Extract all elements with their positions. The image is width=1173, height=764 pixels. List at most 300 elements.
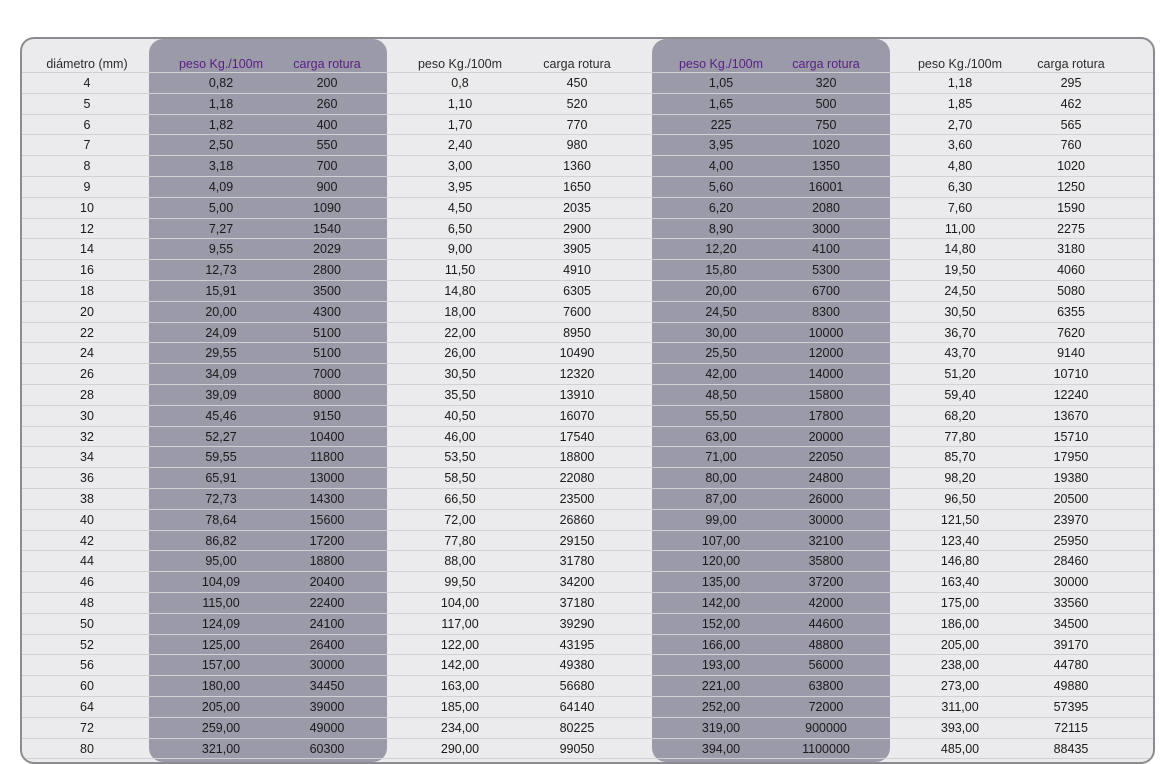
cell-carga: 88435 <box>1053 741 1089 756</box>
cell-peso: 14,80 <box>444 283 476 298</box>
cell-carga: 1590 <box>1057 200 1085 215</box>
cell-carga: 6700 <box>812 283 840 298</box>
cell-carga: 10490 <box>559 346 595 361</box>
cell-diametro: 64 <box>80 699 94 714</box>
cell-peso: 25,50 <box>705 346 737 361</box>
cell-diametro: 8 <box>83 159 91 174</box>
cell-peso: 26,00 <box>444 346 476 361</box>
cell-peso: 166,00 <box>701 637 741 652</box>
cell-carga: 6355 <box>1057 304 1085 319</box>
cell-carga: 57395 <box>1053 699 1089 714</box>
cell-carga: 34500 <box>1053 616 1089 631</box>
cell-carga: 24800 <box>808 471 844 486</box>
cell-peso: 4,00 <box>708 159 734 174</box>
cell-carga: 320 <box>815 76 837 90</box>
cell-peso: 152,00 <box>701 616 741 631</box>
cell-carga: 30000 <box>808 512 844 527</box>
cell-peso: 104,09 <box>201 575 241 590</box>
cell-peso: 29,55 <box>205 346 237 361</box>
cell-carga: 23970 <box>1053 512 1089 527</box>
cell-peso: 7,27 <box>208 221 234 236</box>
cell-peso: 6,30 <box>947 179 973 194</box>
cell-carga: 99050 <box>559 741 595 756</box>
table-header-row <box>22 39 1153 73</box>
cell-carga: 400 <box>316 117 338 132</box>
cell-carga: 1020 <box>812 138 840 153</box>
table-row <box>22 302 1153 323</box>
table-row <box>22 260 1153 281</box>
cell-peso: 180,00 <box>201 679 241 694</box>
cell-peso: 45,46 <box>205 408 237 423</box>
table-row <box>22 655 1153 676</box>
cell-peso: 4,09 <box>208 179 234 194</box>
cell-carga: 60300 <box>309 741 345 756</box>
cell-peso: 11,50 <box>444 263 476 278</box>
cell-peso: 68,20 <box>944 408 976 423</box>
cell-carga: 4910 <box>563 263 591 278</box>
header-peso-1: peso Kg./100m <box>178 57 264 71</box>
cell-carga: 13000 <box>309 471 345 486</box>
cell-peso: 6,50 <box>447 221 473 236</box>
header-peso-3: peso Kg./100m <box>678 57 764 71</box>
table-row <box>22 198 1153 219</box>
cell-peso: 9,00 <box>447 242 473 257</box>
table-row <box>22 364 1153 385</box>
cell-diametro: 40 <box>80 512 94 527</box>
cell-diametro: 46 <box>80 575 94 590</box>
cell-carga: 980 <box>566 138 588 153</box>
table-row <box>22 323 1153 344</box>
table-row <box>22 135 1153 156</box>
cell-diametro: 20 <box>80 304 94 319</box>
cell-carga: 2275 <box>1057 221 1085 236</box>
cell-peso: 24,50 <box>705 304 737 319</box>
cell-peso: 319,00 <box>701 720 741 735</box>
table-row <box>22 739 1153 760</box>
cell-carga: 5100 <box>313 325 341 340</box>
cell-peso: 221,00 <box>701 679 741 694</box>
cell-diametro: 6 <box>83 117 91 132</box>
cell-carga: 37180 <box>559 595 595 610</box>
cell-diametro: 42 <box>80 533 94 548</box>
cell-carga: 5080 <box>1057 283 1085 298</box>
cell-carga: 44780 <box>1053 658 1089 673</box>
cell-diametro: 72 <box>80 720 94 735</box>
cell-diametro: 9 <box>83 179 91 194</box>
cell-carga: 3905 <box>563 242 591 257</box>
cell-peso: 123,40 <box>940 533 980 548</box>
table-row <box>22 177 1153 198</box>
cell-diametro: 18 <box>80 283 94 298</box>
table-row <box>22 510 1153 531</box>
cell-carga: 1020 <box>1057 159 1085 174</box>
cell-carga: 1100000 <box>802 741 850 756</box>
table-row <box>22 156 1153 177</box>
cell-peso: 95,00 <box>205 554 237 569</box>
table-row <box>22 343 1153 364</box>
cell-carga: 22400 <box>309 595 345 610</box>
cell-carga: 8950 <box>563 325 591 340</box>
cell-diametro: 14 <box>80 242 94 257</box>
cell-peso: 42,00 <box>705 367 737 382</box>
cell-peso: 205,00 <box>201 699 241 714</box>
cell-peso: 96,50 <box>944 491 976 506</box>
cell-carga: 3500 <box>313 283 341 298</box>
cell-peso: 1,10 <box>447 96 473 111</box>
cell-peso: 185,00 <box>440 699 480 714</box>
cell-carga: 39290 <box>559 616 595 631</box>
cell-peso: 39,09 <box>205 387 237 402</box>
cell-peso: 11,00 <box>944 221 976 236</box>
cell-carga: 37200 <box>808 575 844 590</box>
table-row <box>22 239 1153 260</box>
cell-peso: 80,00 <box>705 471 737 486</box>
cell-carga: 13670 <box>1053 408 1089 423</box>
cell-peso: 1,05 <box>708 76 734 90</box>
cell-diametro: 56 <box>80 658 94 673</box>
cell-peso: 36,70 <box>944 325 976 340</box>
table-row <box>22 115 1153 136</box>
cell-carga: 12240 <box>1053 387 1089 402</box>
cell-carga: 14300 <box>309 491 345 506</box>
cell-carga: 14000 <box>808 367 844 382</box>
cell-carga: 72115 <box>1054 720 1088 735</box>
header-diametro: diámetro (mm) <box>46 57 128 71</box>
cell-carga: 31780 <box>559 554 595 569</box>
cell-diametro: 4 <box>83 76 91 90</box>
header-carga-1: carga rotura <box>293 57 361 71</box>
table-row <box>22 593 1153 614</box>
cell-carga: 49000 <box>309 720 345 735</box>
cell-peso: 120,00 <box>701 554 741 569</box>
cell-peso: 252,00 <box>701 699 741 714</box>
cell-peso: 393,00 <box>940 720 980 735</box>
cell-carga: 17200 <box>309 533 345 548</box>
cell-carga: 72000 <box>808 699 844 714</box>
cell-peso: 122,00 <box>440 637 480 652</box>
cell-peso: 3,60 <box>947 138 973 153</box>
table-row <box>22 572 1153 593</box>
cell-carga: 28460 <box>1053 554 1089 569</box>
cell-peso: 14,80 <box>944 242 976 257</box>
cell-peso: 5,00 <box>208 200 234 215</box>
cell-diametro: 34 <box>80 450 94 465</box>
cell-peso: 205,00 <box>940 637 980 652</box>
cell-carga: 260 <box>316 96 338 111</box>
cell-carga: 5300 <box>812 263 840 278</box>
cell-peso: 34,09 <box>205 367 237 382</box>
cell-peso: 273,00 <box>940 679 980 694</box>
cell-peso: 175,00 <box>940 595 980 610</box>
cell-peso: 238,00 <box>940 658 980 673</box>
cell-carga: 20400 <box>309 575 345 590</box>
cell-carga: 1360 <box>563 159 591 174</box>
cell-carga: 1650 <box>563 179 591 194</box>
cell-peso: 87,00 <box>705 491 737 506</box>
cell-peso: 186,00 <box>940 616 980 631</box>
cell-peso: 146,80 <box>940 554 980 569</box>
cell-peso: 2,70 <box>947 117 973 132</box>
cell-diametro: 16 <box>80 263 94 278</box>
cell-carga: 22080 <box>559 471 595 486</box>
cell-carga: 17950 <box>1053 450 1089 465</box>
cell-peso: 142,00 <box>701 595 741 610</box>
cell-peso: 234,00 <box>440 720 480 735</box>
cell-peso: 8,90 <box>708 221 734 236</box>
table-row <box>22 447 1153 468</box>
cell-carga: 10400 <box>309 429 345 444</box>
cell-carga: 1540 <box>313 221 341 236</box>
cell-peso: 311,00 <box>941 699 979 714</box>
table-row <box>22 531 1153 552</box>
header-peso-4: peso Kg./100m <box>917 57 1003 71</box>
cell-diametro: 26 <box>80 367 94 382</box>
cell-carga: 900 <box>316 179 338 194</box>
cell-peso: 125,00 <box>201 637 241 652</box>
cell-carga: 7000 <box>313 367 341 382</box>
table-row <box>22 94 1153 115</box>
cell-peso: 115,00 <box>202 595 240 610</box>
cell-diametro: 38 <box>80 491 94 506</box>
cell-carga: 25950 <box>1053 533 1089 548</box>
cell-carga: 39170 <box>1053 637 1089 652</box>
cell-peso: 259,00 <box>201 720 241 735</box>
cell-carga: 35800 <box>808 554 844 569</box>
cell-peso: 3,18 <box>208 159 234 174</box>
cell-peso: 9,55 <box>208 242 234 257</box>
cell-peso: 51,20 <box>944 367 976 382</box>
cell-peso: 35,50 <box>444 387 476 402</box>
cell-peso: 24,50 <box>944 283 976 298</box>
table-row <box>22 219 1153 240</box>
cell-peso: 20,00 <box>205 304 237 319</box>
cell-carga: 23500 <box>559 491 595 506</box>
cell-peso: 58,50 <box>444 471 476 486</box>
cell-diametro: 22 <box>80 325 94 340</box>
cell-carga: 13910 <box>559 387 595 402</box>
cell-peso: 63,00 <box>705 429 737 444</box>
cell-carga: 1250 <box>1057 179 1085 194</box>
cell-peso: 99,00 <box>705 512 737 527</box>
cell-peso: 1,65 <box>708 96 734 111</box>
cell-carga: 11800 <box>310 450 344 465</box>
cell-carga: 42000 <box>808 595 844 610</box>
cell-carga: 10000 <box>808 325 844 340</box>
cell-peso: 3,95 <box>708 138 734 153</box>
cell-peso: 65,91 <box>205 471 237 486</box>
cell-peso: 1,18 <box>947 76 973 90</box>
cell-carga: 700 <box>316 159 338 174</box>
table-row <box>22 697 1153 718</box>
cell-peso: 117,00 <box>441 616 479 631</box>
cell-carga: 18800 <box>559 450 595 465</box>
cell-peso: 7,60 <box>947 200 973 215</box>
cell-carga: 34450 <box>309 679 345 694</box>
cell-carga: 64140 <box>559 699 595 714</box>
cell-peso: 59,55 <box>205 450 237 465</box>
cell-carga: 17540 <box>559 429 595 444</box>
table-row <box>22 551 1153 572</box>
cell-peso: 30,50 <box>444 367 476 382</box>
cell-carga: 295 <box>1060 76 1082 90</box>
cell-carga: 26860 <box>559 512 595 527</box>
cell-carga: 20000 <box>808 429 844 444</box>
cell-peso: 24,09 <box>205 325 237 340</box>
cell-peso: 19,50 <box>944 263 976 278</box>
cell-peso: 99,50 <box>444 575 476 590</box>
cell-carga: 80225 <box>559 720 595 735</box>
cell-peso: 135,00 <box>701 575 741 590</box>
cell-peso: 124,09 <box>201 616 241 631</box>
table-row <box>22 406 1153 427</box>
cell-carga: 29150 <box>559 533 595 548</box>
cell-carga: 4060 <box>1057 263 1085 278</box>
cell-carga: 9150 <box>313 408 341 423</box>
cell-carga: 30000 <box>1053 575 1089 590</box>
cell-peso: 77,80 <box>944 429 976 444</box>
cell-carga: 2029 <box>313 242 341 257</box>
cell-peso: 46,00 <box>444 429 476 444</box>
cell-carga: 15600 <box>309 512 345 527</box>
cell-carga: 20500 <box>1053 491 1089 506</box>
cell-carga: 6305 <box>563 283 591 298</box>
cell-diametro: 24 <box>80 346 94 361</box>
cell-peso: 1,70 <box>447 117 473 132</box>
table-row <box>22 427 1153 448</box>
cell-peso: 142,00 <box>440 658 480 673</box>
cell-peso: 22,00 <box>444 325 476 340</box>
cell-carga: 19380 <box>1053 471 1089 486</box>
cell-peso: 72,73 <box>205 491 237 506</box>
cell-carga: 4300 <box>313 304 341 319</box>
cell-diametro: 80 <box>80 741 94 756</box>
cell-peso: 55,50 <box>705 408 737 423</box>
cell-carga: 22050 <box>808 450 844 465</box>
cell-diametro: 12 <box>80 221 94 236</box>
cell-diametro: 28 <box>80 387 94 402</box>
cell-peso: 3,95 <box>447 179 473 194</box>
cell-carga: 760 <box>1060 138 1082 153</box>
cell-carga: 1350 <box>812 159 840 174</box>
cell-carga: 450 <box>566 76 588 90</box>
cell-carga: 5100 <box>313 346 341 361</box>
cell-carga: 520 <box>566 96 588 111</box>
cell-peso: 18,00 <box>444 304 476 319</box>
cell-peso: 71,00 <box>705 450 737 465</box>
cell-carga: 2900 <box>563 221 591 236</box>
table-row <box>22 281 1153 302</box>
cell-diametro: 50 <box>80 616 94 631</box>
cell-peso: 1,85 <box>947 96 973 111</box>
cell-carga: 16001 <box>808 179 844 194</box>
cell-carga: 39000 <box>309 699 345 714</box>
table-row <box>22 73 1153 94</box>
cell-carga: 2035 <box>563 200 591 215</box>
cell-carga: 15710 <box>1053 429 1089 444</box>
cell-carga: 8000 <box>313 387 341 402</box>
cell-diametro: 7 <box>83 138 91 153</box>
cell-peso: 157,00 <box>201 658 241 673</box>
cell-peso: 78,64 <box>205 512 237 527</box>
cell-carga: 26400 <box>309 637 345 652</box>
cell-diametro: 5 <box>83 96 91 111</box>
cell-peso: 1,18 <box>208 96 234 111</box>
cell-carga: 7600 <box>563 304 591 319</box>
cell-carga: 33560 <box>1053 595 1089 610</box>
cell-carga: 56680 <box>559 679 595 694</box>
table-row <box>22 676 1153 697</box>
table-row <box>22 468 1153 489</box>
cell-peso: 163,40 <box>940 575 980 590</box>
table-row <box>22 614 1153 635</box>
rope-spec-table <box>20 37 1155 764</box>
cell-carga: 30000 <box>309 658 345 673</box>
cell-carga: 1090 <box>313 200 341 215</box>
cell-peso: 107,00 <box>701 533 741 548</box>
cell-peso: 12,73 <box>205 263 237 278</box>
cell-peso: 121,50 <box>940 512 980 527</box>
cell-carga: 550 <box>316 138 338 153</box>
cell-peso: 225 <box>710 117 732 132</box>
cell-peso: 104,00 <box>440 595 480 610</box>
table-row <box>22 489 1153 510</box>
cell-carga: 32100 <box>808 533 844 548</box>
table-grid <box>22 39 1153 759</box>
cell-carga: 24100 <box>309 616 345 631</box>
cell-carga: 48800 <box>808 637 844 652</box>
header-carga-4: carga rotura <box>1037 57 1105 71</box>
table-row <box>22 635 1153 656</box>
cell-carga: 56000 <box>808 658 844 673</box>
cell-diametro: 36 <box>80 471 94 486</box>
cell-carga: 8300 <box>812 304 840 319</box>
cell-carga: 3180 <box>1057 242 1085 257</box>
cell-peso: 0,8 <box>451 76 469 90</box>
cell-peso: 3,00 <box>447 159 473 174</box>
cell-diametro: 52 <box>80 637 94 652</box>
cell-carga: 49880 <box>1053 679 1089 694</box>
cell-peso: 394,00 <box>701 741 741 756</box>
cell-carga: 462 <box>1060 96 1082 111</box>
cell-peso: 59,40 <box>944 387 976 402</box>
cell-peso: 40,50 <box>444 408 476 423</box>
cell-peso: 290,00 <box>440 741 480 756</box>
cell-peso: 52,27 <box>205 429 237 444</box>
cell-carga: 2080 <box>812 200 840 215</box>
cell-carga: 565 <box>1060 117 1082 132</box>
cell-carga: 44600 <box>808 616 844 631</box>
cell-carga: 15800 <box>808 387 844 402</box>
header-peso-2: peso Kg./100m <box>417 57 503 71</box>
cell-diametro: 60 <box>80 679 94 694</box>
cell-carga: 34200 <box>559 575 595 590</box>
cell-carga: 900000 <box>805 720 847 735</box>
cell-carga: 43195 <box>559 637 595 652</box>
table-row <box>22 718 1153 739</box>
cell-peso: 86,82 <box>205 533 237 548</box>
cell-peso: 2,40 <box>447 138 473 153</box>
cell-peso: 0,82 <box>208 76 234 90</box>
cell-diametro: 30 <box>80 408 94 423</box>
cell-peso: 2,50 <box>208 138 234 153</box>
cell-carga: 500 <box>815 96 837 111</box>
cell-peso: 5,60 <box>708 179 734 194</box>
cell-peso: 66,50 <box>444 491 476 506</box>
cell-peso: 30,00 <box>705 325 737 340</box>
cell-peso: 1,82 <box>208 117 234 132</box>
table-row <box>22 385 1153 406</box>
cell-carga: 12000 <box>808 346 844 361</box>
